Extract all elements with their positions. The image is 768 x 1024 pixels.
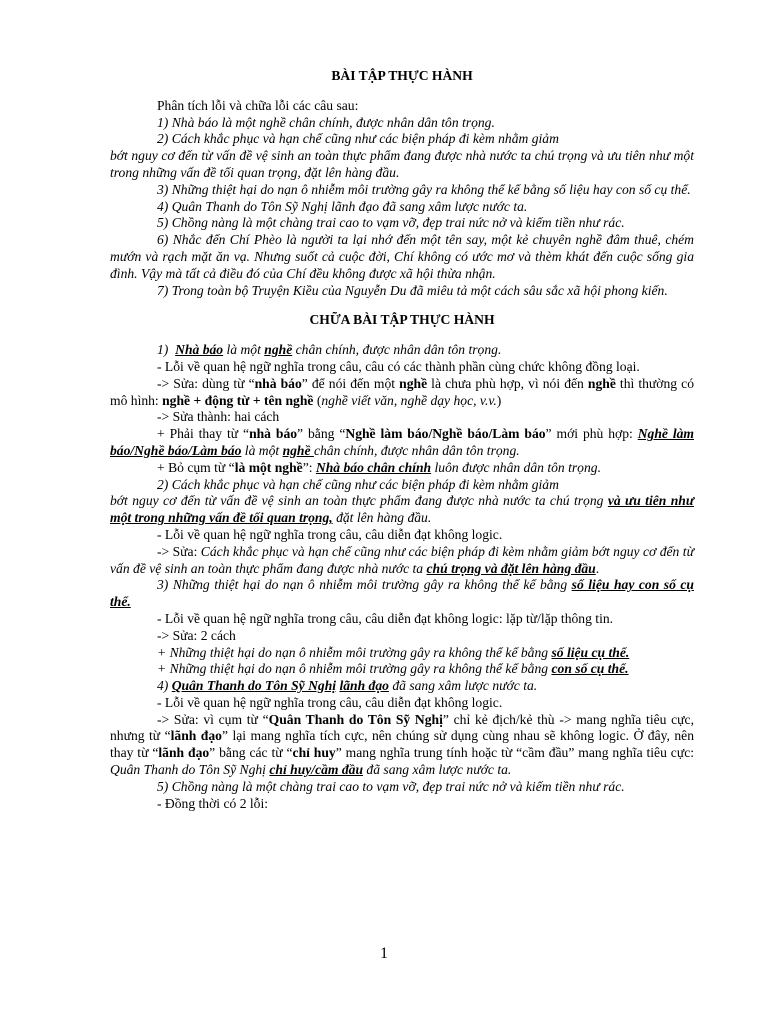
text-run: ” lại mang nghĩa tích cực, nên chúng sử dụng cùng nhau sẽ không logic. Ở đây, nên thay từ “: [110, 728, 695, 761]
highlight-phrase: chú trọng và đặt lên hàng đầu: [426, 560, 596, 576]
bold-run: nhà báo: [254, 375, 302, 391]
solution-3-way-2: [110, 661, 694, 678]
italic-run: luôn được nhân dân tôn trọng.: [431, 459, 601, 475]
italic-run: Cách khắc phục và hạn chế cũng như các biện pháp đi kèm nhằm giảm bớt nguy cơ đến từ vấn đề vệ sinh an toàn thực phẩm đang được nhà nước ta: [110, 543, 694, 576]
text-run: (: [313, 392, 322, 408]
bold-run: lãnh đạo: [158, 745, 210, 761]
document-body: [110, 68, 694, 812]
solution-1-sentence: [110, 342, 694, 359]
text-run: + Những thiệt hại do nạn ô nhiễm môi trường gây ra không thể kể bằng: [157, 644, 552, 660]
exercise-1: 1) Nhà báo là một nghề chân chính, được nhân dân tôn trọng.: [157, 114, 495, 130]
page-number: 1: [380, 945, 388, 962]
text-run: 4): [157, 678, 172, 694]
text-run: bớt nguy cơ đến từ vấn đề vệ sinh an toàn thực phẩm đang được nhà nước ta chú trọng: [110, 493, 608, 509]
text-run: ” chỉ kẻ địch/kẻ thù -> mang nghĩa tiêu cực, nhưng từ “: [110, 711, 694, 744]
bold-run: nghề: [587, 375, 616, 391]
highlight-phrase: số liệu cụ thể.: [551, 644, 630, 660]
text-run: -> Sửa: dùng từ “: [157, 375, 255, 391]
highlight-word: nghề: [282, 442, 314, 458]
solution-4-error: - Lỗi về quan hệ ngữ nghĩa trong câu, câu diễn đạt không logic.: [157, 694, 503, 710]
text-run: là chưa phù hợp, vì nói đến: [427, 375, 588, 391]
text-run: ”:: [302, 459, 316, 475]
text-run: -> Sửa: vì cụm từ “: [157, 711, 269, 727]
bold-run: Quân Thanh do Tôn Sỹ Nghị: [268, 711, 443, 727]
text-run: là một: [223, 342, 265, 358]
solution-1-error: - Lỗi về quan hệ ngữ nghĩa trong câu, câu có các thành phần cùng chức không đồng loại.: [157, 358, 640, 374]
italic-run: nghề viết văn, nghề dạy học, v.v.: [321, 392, 497, 408]
text-run: .: [595, 560, 600, 576]
text-run: đã sang xâm lược nước ta.: [388, 678, 538, 694]
highlight-word: nghề: [264, 342, 293, 358]
solution-1-way-1: [110, 426, 694, 460]
italic-run: là một: [241, 442, 283, 458]
highlight-phrase: và ưu tiên như một trong những vấn đề tối quan trọng,: [110, 493, 694, 526]
highlight-phrase: Nhà báo chân chính: [315, 459, 432, 475]
text-run: 3) Những thiệt hại do nạn ô nhiễm môi trường gây ra không thể kể bằng: [157, 577, 572, 593]
text-run: 1): [157, 342, 172, 358]
solution-5-error: - Đồng thời có 2 lỗi:: [157, 795, 269, 811]
exercise-2-start: 2) Cách khắc phục và hạn chế cũng như các biện pháp đi kèm nhằm giảm: [157, 131, 559, 147]
bold-run: là một nghề: [234, 459, 303, 475]
highlight-phrase: số liệu hay con số cụ thể.: [110, 577, 694, 610]
text-run: + Bỏ cụm từ “: [157, 459, 235, 475]
solution-3-sentence: [110, 577, 694, 611]
text-run: ” bằng “: [297, 426, 346, 442]
text-run: chân chính, được nhân dân tôn trọng.: [292, 342, 502, 358]
solution-title: CHỮA BÀI TẬP THỰC HÀNH: [309, 312, 495, 328]
highlight-phrase: Nghề làm báo/Nghề báo/Làm báo: [110, 426, 694, 458]
solution-4-fix: [110, 712, 694, 779]
highlight-phrase: chỉ huy/cầm đầu: [269, 762, 364, 778]
bold-run: nghề: [399, 375, 428, 391]
italic-run: đã sang xâm lược nước ta.: [363, 762, 512, 778]
text-run: ): [496, 392, 502, 408]
highlight-phrase: con số cụ thể.: [551, 661, 629, 677]
solution-5-sentence: 5) Chồng nàng là một chàng trai cao to vạm vỡ, đẹp trai nức nở và kiếm tiền như rác.: [157, 778, 625, 794]
solution-2-error: - Lỗi về quan hệ ngữ nghĩa trong câu, câu diễn đạt không logic.: [157, 526, 503, 542]
bold-run: nghề + động từ + tên nghề: [162, 392, 314, 408]
intro-line: Phân tích lỗi và chữa lỗi các câu sau:: [157, 97, 359, 113]
italic-run: chân chính, được nhân dân tôn trọng.: [313, 442, 520, 458]
solution-1-fix: [110, 376, 694, 410]
highlight-phrase: Quân Thanh do Tôn Sỹ Nghị: [171, 678, 337, 694]
text-run: đặt lên hàng đầu.: [332, 510, 432, 526]
bold-run: Nghề làm báo/Nghề báo/Làm báo: [345, 426, 546, 442]
solution-2-sentence-cont: [110, 493, 694, 527]
text-run: thì thường có mô hình:: [110, 375, 694, 408]
italic-run: Quân Thanh do Tôn Sỹ Nghị: [110, 762, 270, 778]
text-run: -> Sửa:: [157, 543, 201, 559]
bold-run: lãnh đạo: [170, 728, 222, 744]
solution-1-way-2: [110, 460, 694, 477]
text-run: ” để nói đến một: [301, 375, 400, 391]
page-title: BÀI TẬP THỰC HÀNH: [331, 68, 473, 83]
highlight-word: Nhà báo: [175, 342, 224, 358]
solution-1-two-ways: -> Sửa thành: hai cách: [157, 409, 280, 425]
solution-4-sentence: [110, 678, 694, 695]
solution-3-way-1: [110, 645, 694, 662]
text-run: ” mới phù hợp:: [545, 426, 638, 442]
exercise-4: 4) Quân Thanh do Tôn Sỹ Nghị lãnh đạo đã sang xâm lược nước ta.: [157, 198, 528, 214]
text-run: + Những thiệt hại do nạn ô nhiễm môi trường gây ra không thể kể bằng: [157, 661, 552, 677]
solution-2-sentence-start: 2) Cách khắc phục và hạn chế cũng như các biện pháp đi kèm nhằm giảm: [157, 476, 559, 492]
text-run: ” bằng các từ “: [209, 745, 293, 761]
exercise-5: 5) Chồng nàng là một chàng trai cao to vạm vỡ, đẹp trai nức nở và kiếm tiền như rác.: [157, 215, 625, 231]
exercise-7: 7) Trong toàn bộ Truyện Kiều của Nguyễn Du đã miêu tả một cách sâu sắc xã hội phong kiến.: [157, 282, 668, 298]
solution-2-fix: [110, 544, 694, 578]
exercise-2-cont: bớt nguy cơ đến từ vấn đề vệ sinh an toàn thực phẩm đang được nhà nước ta chú trọng và ưu tiên như một trong những vấn đề tối quan trọng, đặt lên hàng đầu.: [110, 148, 694, 180]
text-run: + Phải thay từ “: [157, 426, 250, 442]
exercise-6: 6) Nhắc đến Chí Phèo là người ta lại nhớ đến một tên say, một kẻ chuyên nghề đâm thuê, chém mướn và rạch mặt ăn vạ. Nhưng suốt cả cuộc đời, Chí không có ước mơ và thèm khát đến cuộc sống gia đình. Vậy mà tất cả điều đó của Chí đều không được xã hội thừa nhận.: [110, 232, 694, 281]
text-run: ” mang nghĩa trung tính hoặc từ “cầm đầu” mang nghĩa tiêu cực:: [335, 745, 695, 761]
exercise-3: 3) Những thiệt hại do nạn ô nhiễm môi trường gây ra không thể kể bằng số liệu hay con số cụ thể.: [157, 181, 691, 197]
solution-3-two-ways: -> Sửa: 2 cách: [157, 627, 236, 643]
highlight-word: lãnh đạo: [339, 678, 389, 694]
bold-run: chỉ huy: [292, 745, 336, 761]
bold-run: nhà báo: [249, 426, 298, 442]
solution-3-error: - Lỗi về quan hệ ngữ nghĩa trong câu, câu diễn đạt không logic: lặp từ/lặp thông tin.: [157, 610, 614, 626]
